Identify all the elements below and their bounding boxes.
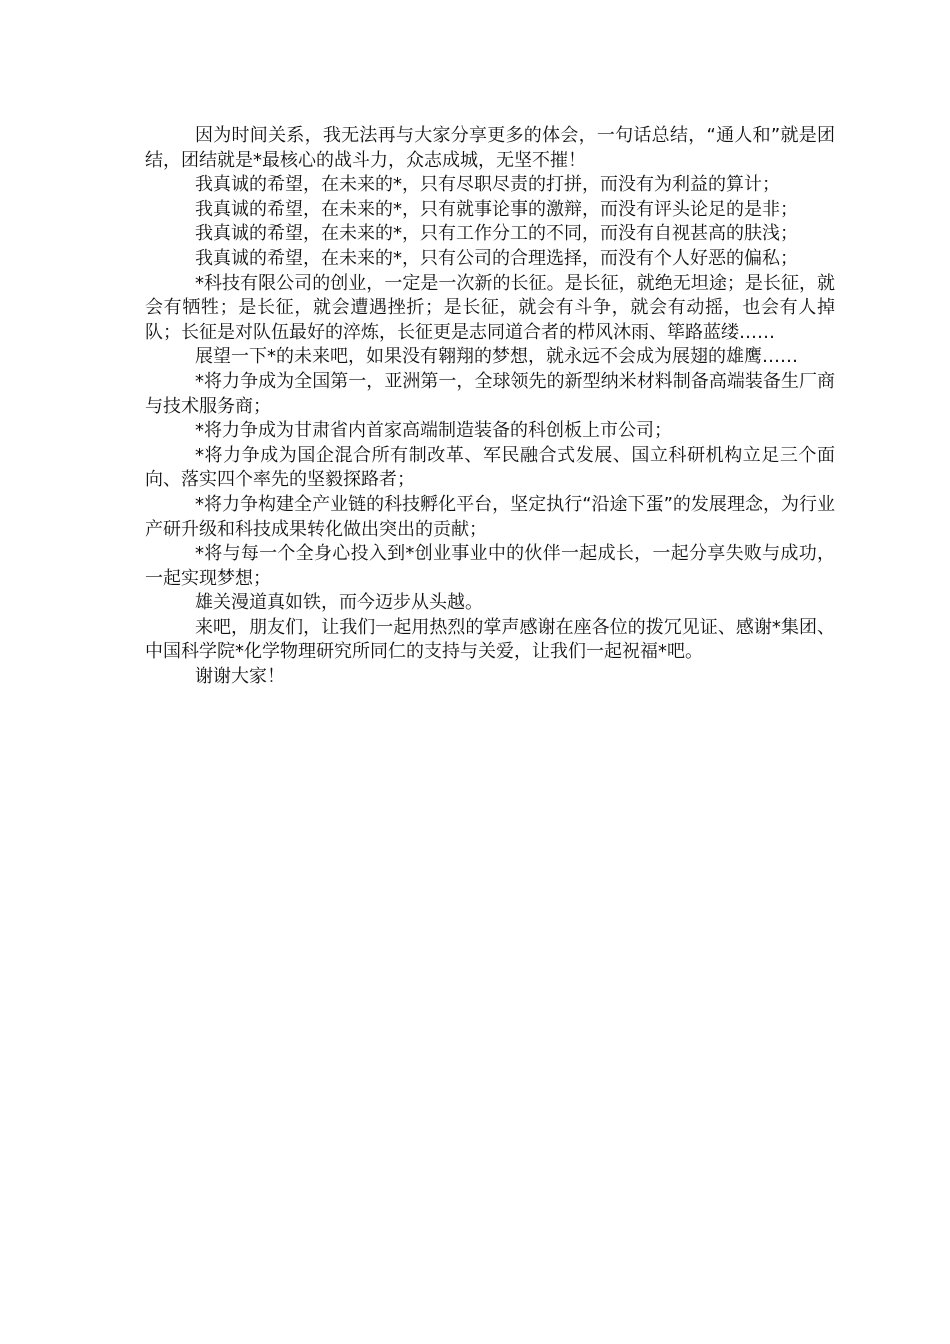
paragraph-10: *将力争成为国企混合所有制改革、军民融合式发展、国立科研机构立足三个面向、落实四个率先的坚毅探路者； <box>145 444 835 491</box>
paragraph-11: *将力争构建全产业链的科技孵化平台，坚定执行“沿途下蛋”的发展理念，为行业产研升级和科技成果转化做出突出的贡献； <box>145 493 835 540</box>
paragraph-3: 我真诚的希望，在未来的*，只有就事论事的激辩，而没有评头论足的是非； <box>195 198 798 220</box>
paragraph-13: 雄关漫道真如铁，而今迈步从头越。 <box>195 592 483 614</box>
paragraph-6: *科技有限公司的创业，一定是一次新的长征。是长征，就绝无坦途；是长征，就会有牺牲；是长征，就会遭遇挫折；是长征，就会有斗争，就会有动摇，也会有人掉队；长征是对队伍最好的淬炼，长征更是志同道合者的栉风沐雨、筚路蓝缕…… <box>145 272 835 343</box>
paragraph-1: 因为时间关系，我无法再与大家分享更多的体会，一句话总结，“通人和”就是团结，团结就是*最核心的战斗力，众志成城，无坚不摧！ <box>145 125 835 171</box>
paragraph-5: 我真诚的希望，在未来的*，只有公司的合理选择，而没有个人好恶的偏私； <box>195 247 798 269</box>
document-body <box>145 124 835 690</box>
paragraph-4: 我真诚的希望，在未来的*，只有工作分工的不同，而没有自视甚高的肤浅； <box>195 223 798 245</box>
paragraph-7: 展望一下*的未来吧，如果没有翱翔的梦想，就永远不会成为展翅的雄鹰…… <box>195 346 798 368</box>
paragraph-8: *将力争成为全国第一，亚洲第一，全球领先的新型纳米材料制备高端装备生厂商与技术服务商； <box>145 370 835 417</box>
paragraph-2: 我真诚的希望，在未来的*，只有尽职尽责的打拼，而没有为利益的算计； <box>195 174 780 196</box>
paragraph-9: *将力争成为甘肃省内首家高端制造装备的科创板上市公司； <box>195 420 672 442</box>
paragraph-12: *将与每一个全身心投入到*创业事业中的伙伴一起成长，一起分享失败与成功，一起实现梦想； <box>145 543 835 589</box>
paragraph-15: 谢谢大家！ <box>195 666 285 688</box>
paragraph-14: 来吧，朋友们，让我们一起用热烈的掌声感谢在座各位的拨冗见证、感谢*集团、中国科学院*化学物理研究所同仁的支持与关爱，让我们一起祝福*吧。 <box>145 616 835 663</box>
